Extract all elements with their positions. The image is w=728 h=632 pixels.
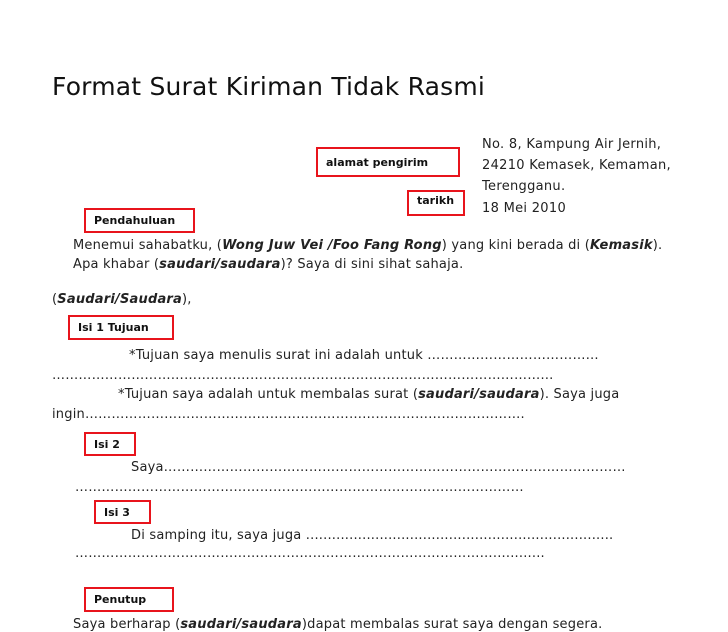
salutation [52,292,192,307]
isi1-text-a: *Tujuan saya adalah untuk membalas surat ( [118,387,419,402]
label-alamat-text: alamat pengirim [326,155,429,169]
isi2-line-2: ………………………………………………………………………………………… [75,480,524,495]
isi1-line-4: ingin………………………………………………………………………………………. [52,407,525,422]
intro-text-e: )? Saya di sini sihat sahaja. [280,257,464,272]
label-isi-2-text: Isi 2 [94,437,120,451]
label-alamat-pengirim [316,147,460,177]
isi1-line-1: *Tujuan saya menulis surat ini adalah untuk ………………………………… [129,348,599,363]
intro-text-c: ). [652,238,663,253]
intro-friend-name: Wong Juw Vei /Foo Fang Rong [222,238,442,253]
salutation-close: ), [182,292,192,307]
label-isi-3 [94,500,151,524]
label-isi-2 [84,432,136,456]
intro-line-1 [73,238,662,253]
address-line-1: No. 8, Kampung Air Jernih, [482,137,662,152]
closing-pronoun: saudari/saudara [180,617,302,632]
label-pendahuluan [84,208,195,233]
isi1-line-2: …………………………………………………………………………………………………… [52,368,554,383]
isi3-line-1: Di samping itu, saya juga ....................................................................... [131,528,614,543]
intro-text-a: Menemui sahabatku, ( [73,238,223,253]
intro-line-2 [73,257,463,272]
salutation-word: Saudari/Saudara [57,292,183,307]
letter-date: 18 Mei 2010 [482,201,567,216]
closing-text-b: )dapat membalas surat saya dengan segera. [301,617,603,632]
isi3-line-2: …………………………………………………………..………………………............ [75,546,545,561]
intro-pronoun: saudari/saudara [159,257,281,272]
closing-text-a: Saya berharap ( [73,617,181,632]
intro-text-d: Apa khabar ( [73,257,160,272]
label-isi-3-text: Isi 3 [104,505,130,519]
label-penutup [84,587,174,612]
isi1-line-3 [118,387,619,402]
isi2-line-1: Saya…………………………………………………………………………………………… [131,460,626,475]
document-title: Format Surat Kiriman Tidak Rasmi [52,72,486,101]
label-tarikh [407,190,465,216]
address-line-3: Terengganu. [482,179,566,194]
label-pendahuluan-text: Pendahuluan [94,214,176,227]
intro-text-b: ) yang kini berada di ( [441,238,590,253]
label-penutup-text: Penutup [94,593,147,606]
isi1-text-b: ). Saya juga [539,387,620,402]
label-tarikh-text: tarikh [417,194,455,207]
label-isi-1-text: Isi 1 Tujuan [78,321,149,334]
label-isi-1 [68,315,174,340]
isi1-pronoun: saudari/saudara [418,387,540,402]
salutation-open: ( [52,292,58,307]
intro-place: Kemasik [589,238,653,253]
address-line-2: 24210 Kemasek, Kemaman, [482,158,671,173]
